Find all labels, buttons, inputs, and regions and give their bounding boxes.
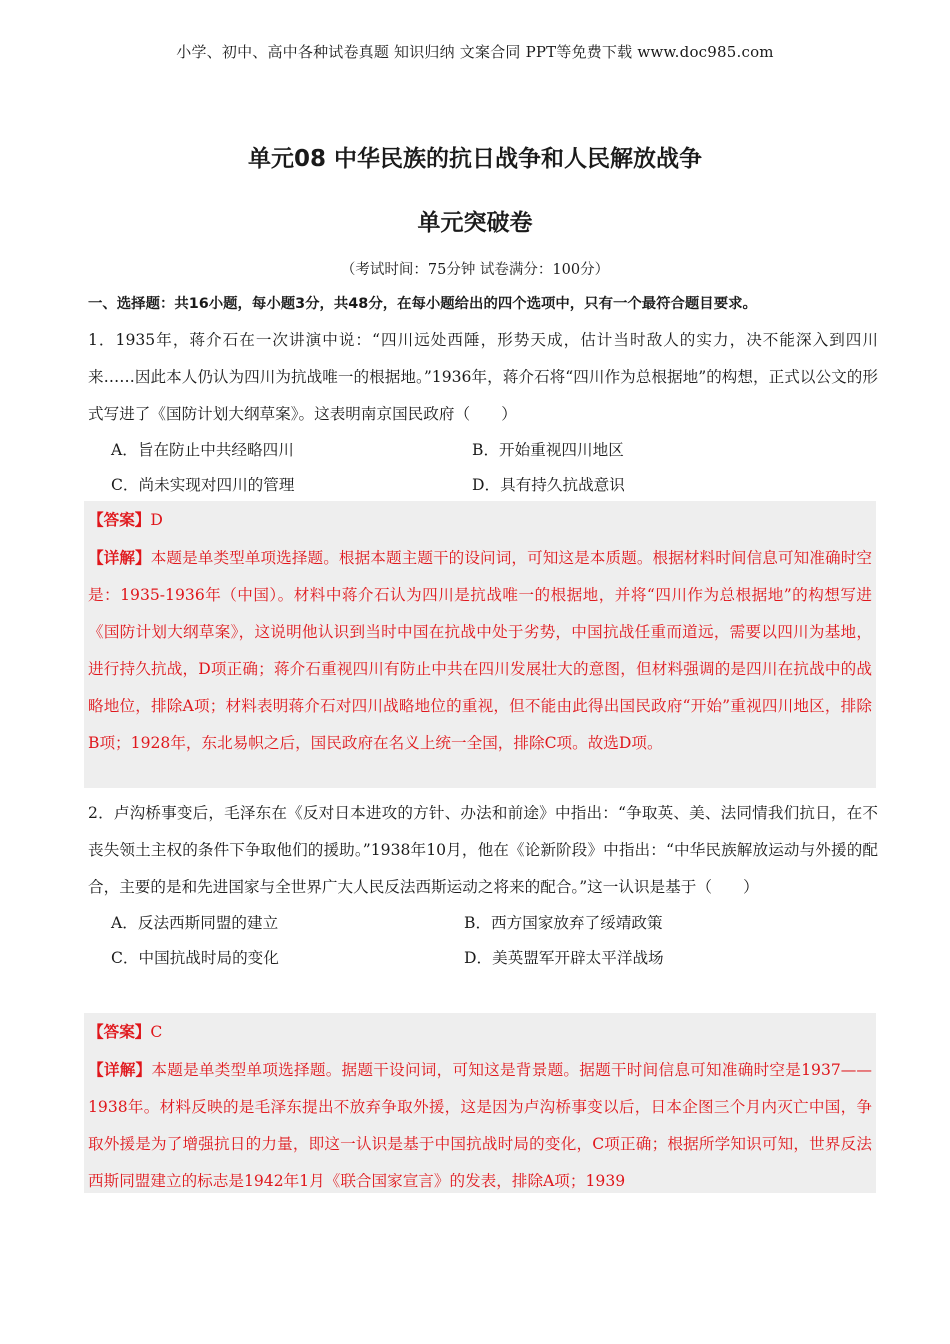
option-b: B．西方国家放弃了绥靖政策 [464,914,663,932]
answer-value: D [150,511,163,529]
detail-body: 本题是单类型单项选择题。据题干设问词，可知这是背景题。据题干时间信息可知准确时空是1937——1938年。材料反映的是毛泽东提出不放弃争取外援，这是因为卢沟桥事变以后，日本企图三个月内灭亡中国，争取外援是为了增强抗日的力量，即这一认识是基于中国抗战时局的变化，C项正确；根据所学知识可知，世界反法西斯同盟建立的标志是1942年1月《联合国家宣言》的发表，排除A项；1939 [88,1061,872,1190]
answer-tag: 【答案】 [88,510,151,529]
detail-body: 本题是单类型单项选择题。根据本题主题干的设问词，可知这是本质题。根据材料时间信息可知准确时空是：1935-1936年（中国）。材料中蒋介石认为四川是抗战唯一的根据地，并将“四川作为总根据地”的构想写进《国防计划大纲草案》，这说明他认识到当时中国在抗战中处于劣势，中国抗战任重而道远，需要以四川为基地，进行持久抗战，D项正确；蒋介石重视四川有防止中共在四川发展壮大的意图，但材料强调的是四川在抗战中的战略地位，排除A项；材料表明蒋介石对四川战略地位的重视，但不能由此得出国民政府“开始”重视四川地区，排除B项；1928年，东北易帜之后，国民政府在名义上统一全国，排除C项。故选D项。 [88,549,872,752]
option-a: A．反法西斯同盟的建立 [111,914,279,932]
question-options [88,906,878,976]
option-c: C．尚未实现对四川的管理 [111,476,295,494]
question-2 [88,795,878,976]
option-d: D．具有持久抗战意识 [472,476,625,494]
question-stem: 1．1935年，蒋介石在一次讲演中说：“四川远处西陲，形势天成，估计当时敌人的实力，决不能深入到四川来……因此本人仍认为四川为抗战唯一的根据地。”1936年，蒋介石将“四川作为总根据地”的构想，正式以公文的形式写进了《国防计划大纲草案》。这表明南京国民政府（ ） [88,331,878,423]
page-subtitle: 单元突破卷 [417,210,533,236]
option-b: B．开始重视四川地区 [472,441,624,459]
page-title: 单元08 中华民族的抗日战争和人民解放战争 [247,146,702,172]
question-options [88,433,878,503]
answer-box-2 [84,1013,876,1193]
answer-line [88,1013,872,1051]
answer-tag: 【答案】 [88,1022,151,1041]
exam-meta: （考试时间：75分钟 试卷满分：100分） [340,262,610,278]
question-stem: 2．卢沟桥事变后，毛泽东在《反对日本进攻的方针、办法和前途》中指出：“争取英、美、法同情我们抗日，在不丧失领土主权的条件下争取他们的援助。”1938年10月，他在《论新阶段》中指出：“中华民族解放运动与外援的配合，主要的是和先进国家与全世界广大人民反法西斯运动之将来的配合。”这一认识是基于（ ） [88,804,878,896]
answer-box-1 [84,501,876,788]
answer-line [88,501,872,539]
page-header-slogan: 小学、初中、高中各种试卷真题 知识归纳 文案合同 PPT等免费下载 www.doc985.com [176,43,774,61]
section-heading: 一、选择题：共16小题，每小题3分，共48分，在每小题给出的四个选项中，只有一个最符合题目要求。 [88,296,757,312]
detail-text [88,539,872,762]
detail-tag: 【详解】 [88,1060,152,1079]
option-d: D．美英盟军开辟太平洋战场 [464,949,664,967]
option-c: C．中国抗战时局的变化 [111,949,279,967]
detail-tag: 【详解】 [88,548,151,567]
detail-text [88,1051,872,1200]
option-a: A．旨在防止中共经略四川 [111,441,294,459]
answer-value: C [150,1023,163,1041]
question-1 [88,322,878,503]
